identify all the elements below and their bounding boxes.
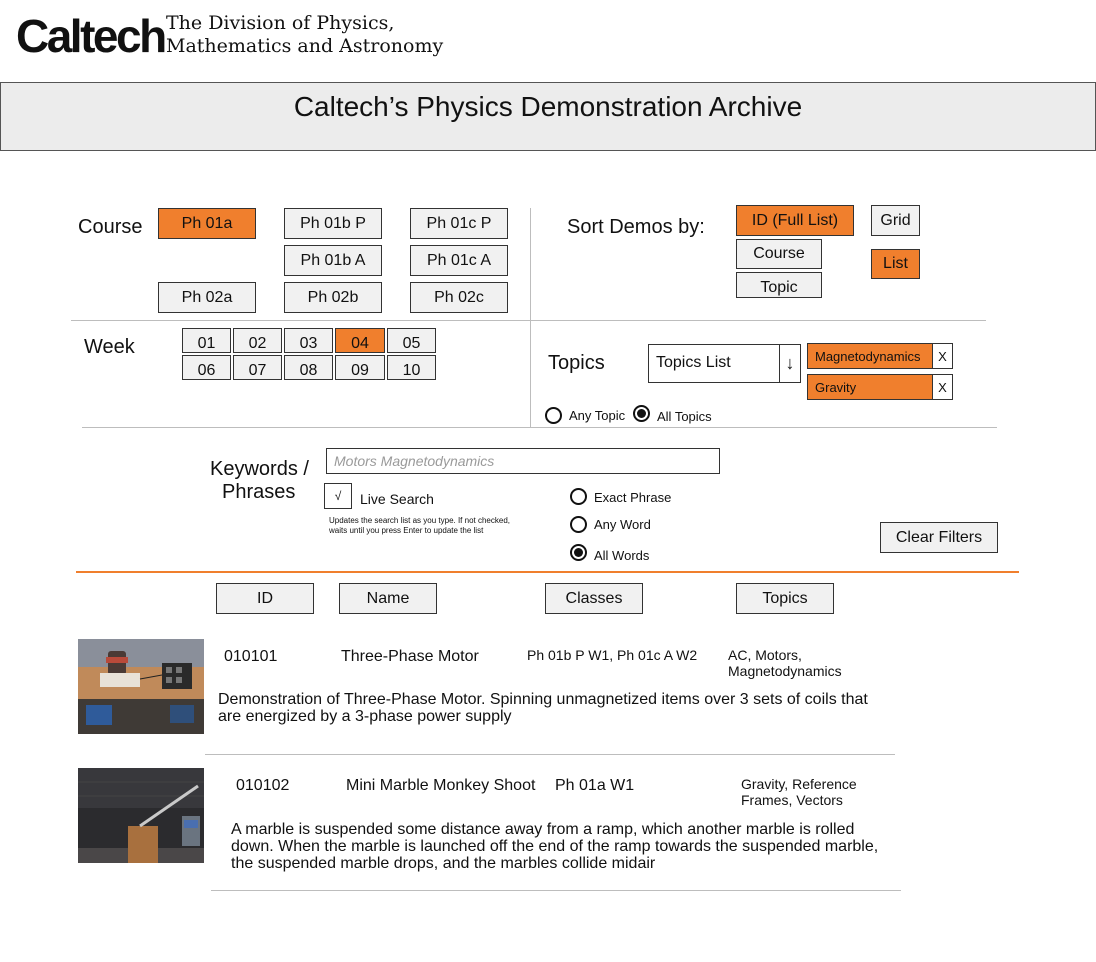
filter-divider-1 xyxy=(71,320,986,321)
view-list-button[interactable]: List xyxy=(871,249,920,279)
row-2-id: 010102 xyxy=(236,777,290,794)
course-ph01cp-button[interactable]: Ph 01c P xyxy=(410,208,508,239)
course-ph01bp-button[interactable]: Ph 01b P xyxy=(284,208,382,239)
column-header-topics[interactable]: Topics xyxy=(736,583,834,614)
keywords-input[interactable] xyxy=(326,448,720,474)
week-08-button[interactable]: 08 xyxy=(284,355,333,380)
division-name xyxy=(166,12,443,58)
topic-chip-magnetodynamics: Magnetodynamics xyxy=(807,343,934,369)
course-ph01a-button[interactable]: Ph 01a xyxy=(158,208,256,239)
exact-phrase-radio[interactable] xyxy=(570,488,587,505)
all-words-radio[interactable] xyxy=(570,544,587,561)
week-02-button[interactable]: 02 xyxy=(233,328,282,353)
row-2-topics: Gravity, Reference Frames, Vectors xyxy=(741,776,857,808)
row-2-classes: Ph 01a W1 xyxy=(555,777,635,794)
row-1-description: Demonstration of Three-Phase Motor. Spinning unmagnetized items over 3 sets of coils that are energized by a 3-phase power supply xyxy=(218,691,868,725)
any-word-radio[interactable] xyxy=(570,516,587,533)
remove-magnetodynamics-icon[interactable]: X xyxy=(932,343,953,369)
course-ph02b-button[interactable]: Ph 02b xyxy=(284,282,382,313)
any-topic-label: Any Topic xyxy=(569,408,626,423)
marble-monkey-shoot-thumbnail[interactable] xyxy=(78,768,204,863)
topics-dropdown-value: Topics List xyxy=(656,354,731,371)
division-line-2: Mathematics and Astronomy xyxy=(166,35,444,57)
title-banner xyxy=(0,82,1096,151)
filter-divider-2 xyxy=(82,427,997,428)
row-2-description: A marble is suspended some distance away from a ramp, which another marble is rolled down. When the marble is launched off the end of the ramp towards the suspended marble, the suspended marble drops, and the marbles collide midair xyxy=(231,821,879,872)
row-2-name[interactable]: Mini Marble Monkey Shoot xyxy=(346,777,536,794)
clear-filters-button[interactable]: Clear Filters xyxy=(880,522,998,553)
row-1-topics: AC, Motors, Magnetodynamics xyxy=(728,647,842,679)
sort-course-button[interactable]: Course xyxy=(736,239,822,269)
filter-divider-vertical xyxy=(530,208,531,428)
row-1-name[interactable]: Three-Phase Motor xyxy=(341,648,479,665)
week-06-button[interactable]: 06 xyxy=(182,355,231,380)
all-topics-label: All Topics xyxy=(657,409,712,424)
keywords-label: Keywords / xyxy=(210,458,309,480)
any-word-label: Any Word xyxy=(594,517,651,532)
live-search-checkbox[interactable]: √ xyxy=(324,483,352,509)
live-search-help: Updates the search list as you type. If not checked, waits until you press Enter to update the list xyxy=(329,516,510,535)
live-search-label: Live Search xyxy=(360,491,434,507)
caltech-logo[interactable]: Caltech xyxy=(16,10,165,62)
arrow-down-icon[interactable]: ↓ xyxy=(779,345,800,382)
week-01-button[interactable]: 01 xyxy=(182,328,231,353)
course-ph01ba-button[interactable]: Ph 01b A xyxy=(284,245,382,276)
row-1-classes: Ph 01b P W1, Ph 01c A W2 xyxy=(527,647,698,663)
week-07-button[interactable]: 07 xyxy=(233,355,282,380)
course-ph02a-button[interactable]: Ph 02a xyxy=(158,282,256,313)
topic-chip-gravity: Gravity xyxy=(807,374,934,400)
week-05-button[interactable]: 05 xyxy=(387,328,436,353)
column-header-classes[interactable]: Classes xyxy=(545,583,643,614)
column-header-id[interactable]: ID xyxy=(216,583,314,614)
column-header-name[interactable]: Name xyxy=(339,583,437,614)
sort-id-button[interactable]: ID (Full List) xyxy=(736,205,854,236)
all-topics-radio[interactable] xyxy=(633,405,650,422)
week-label: Week xyxy=(84,336,135,358)
course-ph02c-button[interactable]: Ph 02c xyxy=(410,282,508,313)
page-title: Caltech’s Physics Demonstration Archive xyxy=(293,91,803,122)
course-label: Course xyxy=(78,216,143,238)
row-1-id: 010101 xyxy=(224,648,278,665)
view-grid-button[interactable]: Grid xyxy=(871,205,920,236)
sort-topic-button[interactable]: Topic xyxy=(736,272,822,298)
row-1-divider xyxy=(205,754,895,755)
all-words-label: All Words xyxy=(594,548,650,563)
sort-label: Sort Demos by: xyxy=(567,216,705,238)
results-divider xyxy=(76,571,1019,573)
week-04-button[interactable]: 04 xyxy=(335,328,385,353)
topics-dropdown[interactable] xyxy=(648,344,801,383)
exact-phrase-label: Exact Phrase xyxy=(594,490,672,505)
phrases-label: Phrases xyxy=(222,481,296,503)
any-topic-radio[interactable] xyxy=(545,407,562,424)
week-10-button[interactable]: 10 xyxy=(387,355,436,380)
three-phase-motor-thumbnail[interactable] xyxy=(78,639,204,734)
course-ph01ca-button[interactable]: Ph 01c A xyxy=(410,245,508,276)
topics-label: Topics xyxy=(548,352,605,374)
division-line-1: The Division of Physics, xyxy=(166,12,395,34)
row-2-divider xyxy=(211,890,901,891)
remove-gravity-icon[interactable]: X xyxy=(932,374,953,400)
week-03-button[interactable]: 03 xyxy=(284,328,333,353)
week-09-button[interactable]: 09 xyxy=(335,355,385,380)
